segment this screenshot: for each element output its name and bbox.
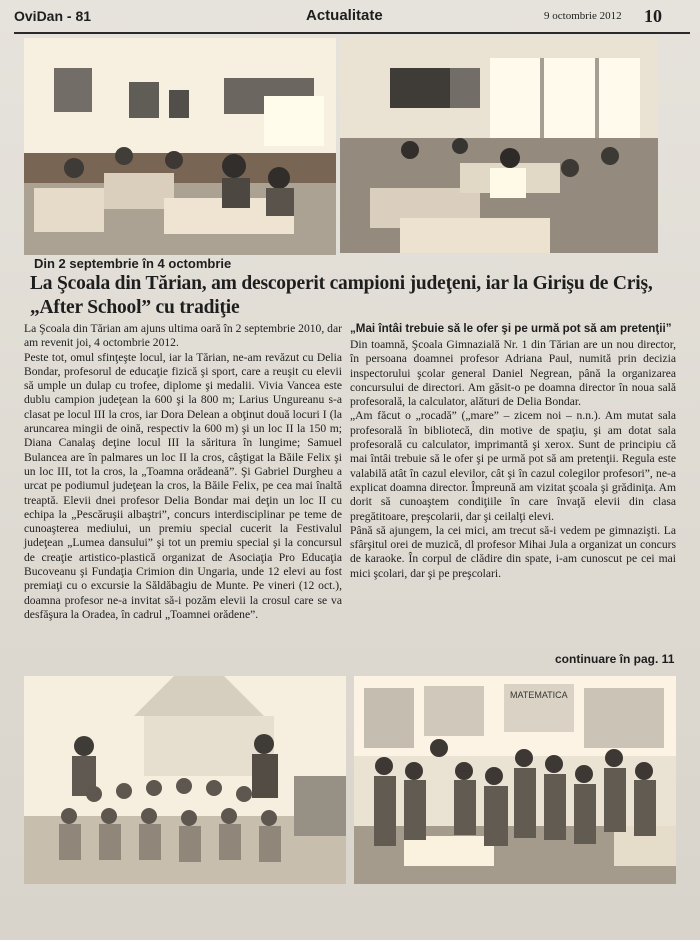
continued-note: continuare în pag. 11 <box>555 652 675 666</box>
photo-classroom-left <box>24 38 336 255</box>
publication-name: OviDan - 81 <box>14 8 92 24</box>
paragraph: Din toamnă, Şcoala Gimnazială Nr. 1 din Tărian are un nou director, în persoana doamnei profesor Adriana Paul, numită prin decizia inspectorului şcolar general Daniel Negrean, până la organizarea concursului de directori. Am găsit-o pe doamna director în noua sală profesorală, la calculator, alături de Delia Bondar. <box>350 338 676 409</box>
page-header <box>14 4 690 34</box>
article-column-2 <box>350 322 676 581</box>
article-headline: La Şcoala din Tărian, am descoperit campioni judeţeni, iar la Girişu de Criş, „After School” cu tradiţie <box>30 273 653 318</box>
photo-classroom-right <box>340 38 658 253</box>
column-subheading: „Mai întâi trebuie să le ofer şi pe urmă pot să am pretenţii” <box>350 322 672 335</box>
section-title: Actualitate <box>306 7 383 24</box>
page-number: 10 <box>644 6 662 26</box>
photo-preschoolers <box>24 676 346 884</box>
paragraph: La Şcoala din Tărian am ajuns ultima oară în 2 septembrie 2010, dar am revenit joi, 4 octombrie 2012. <box>24 322 342 350</box>
paragraph: Peste tot, omul sfinţeşte locul, iar la Tărian, ne-am revăzut cu Delia Bondar, profesorul de educaţie fizică şi sport, care a reuşit cu elevii să umple un dulap cu trofee, diplome şi medalii. Vivia Vancea este dublu campion judeţean la 600 şi la 800 m; Larius Ungureanu s-a clasat pe locul III la cros, iar Dora Delean a obţinut două locuri I (la aruncarea mingii de oină, respectiv la 600 m) şi un loc II la 150 m; Diana Canalaş deţine locul III la săritura în lungime; Samuel Bulancea are în palmares un loc II la cros, câştigat la Băile Felix şi un loc III, tot la cros, la „Toamna orădeană”. Şi Gabriel Durgheu a urcat pe podiumul judeţean la cros, la Băile Felix, pe cea mai înaltă treaptă. Elevii dnei profesor Delia Bondar mai deţin un loc II cu echipa la „Pescăruşii albaştri”, concurs interdisciplinar pe teme de cunoaşterea mediului, un premiu special cucerit la Festivalul judeţean „Lumea dansului” şi tot un premiu special şi la concursul de creaţie artistico-plastică organizat de Asociaţia Pro Educaţia Bucoveanu şi Fundaţia Crimion din Ungaria, unde 12 elevi au fost premiaţi cu o excursie la Săldăbagiu de Munte. Pe vineri (12 oct.), doamna profesor ne-a invitat să-i pozăm elevii la crosul care se va desfăşura la Oradea, în cadrul „Toamnei orădene”. <box>24 350 342 621</box>
article-column-1 <box>24 322 342 622</box>
paragraph: „Am făcut o „rocadă” („mare” – zicem noi – n.n.). Am mutat sala profesorală în bibliotecă, din motive de spaţiu, şi am dotat sala profesorală cu calculator, imprimantă şi xerox. Sunt de principiu că mai întâi trebuie să le ofer şi pe urmă pot să am pretenţii. Regula este valabilă atât în cazul elevilor, cât şi în cazul colegilor profesori”, ne-a explicat doamna director. Împreună am vizitat şcoala şi grădiniţa. Am dorit să cunoaştem condiţiile în care învaţă elevii din clasa pregătitoare, preşcolarii, dar şi ceilalţi elevi. <box>350 409 676 523</box>
article-kicker: Din 2 septembrie în 4 octombrie <box>34 256 232 271</box>
paragraph: Până să ajungem, la cei mici, am trecut să-i vedem pe gimnazişti. La sfârşitul orei de muzică, dl profesor Mihai Jula a organizat un concurs de karaoke. În corpul de clădire din spate, i-am cunoscut pe cei mai mici şcolari, dar şi pe preşcolari. <box>350 523 676 580</box>
photo-pupils-classroom <box>354 676 676 884</box>
wall-sign-text: MATEMATICA <box>510 690 568 700</box>
issue-date: 9 octombrie 2012 <box>544 10 622 22</box>
